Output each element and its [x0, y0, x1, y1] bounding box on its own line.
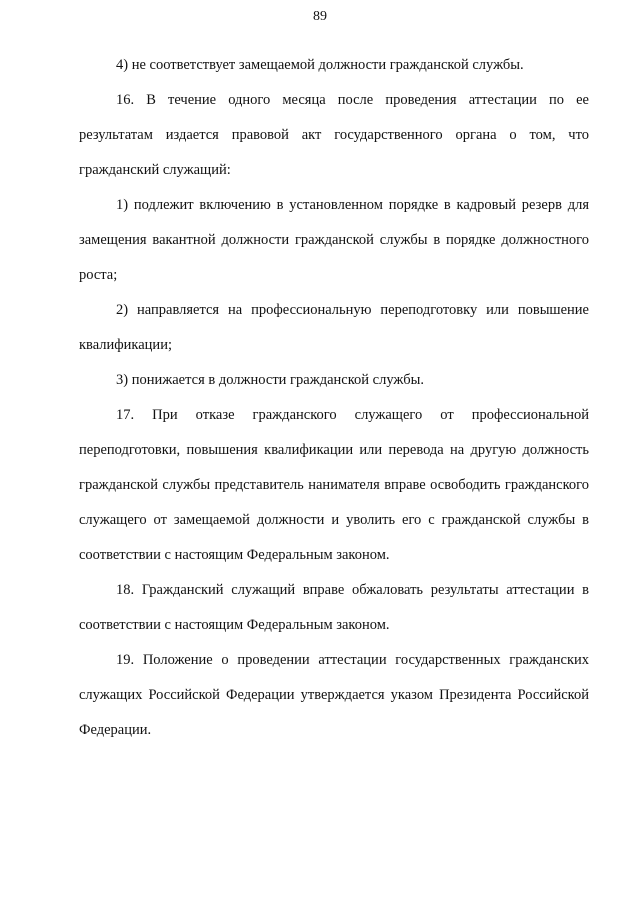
- page-number: 89: [313, 9, 327, 24]
- paragraph-19: 19. Положение о проведении аттестации государственных гражданских служащих Российской Федерации утверждается указом Президента Российской Федерации.: [79, 652, 589, 738]
- paragraph-item-3: 3) понижается в должности гражданской службы.: [116, 372, 424, 388]
- paragraph-item-1: 1) подлежит включению в установленном порядке в кадровый резерв для замещения вакантной должности гражданской службы в порядке должностного роста;: [79, 197, 589, 283]
- paragraph-18: 18. Гражданский служащий вправе обжаловать результаты аттестации в соответствии с настоящим Федеральным законом.: [79, 582, 589, 633]
- paragraph-17: 17. При отказе гражданского служащего от профессиональной переподготовки, повышения квалификации или перевода на другую должность гражданской службы представитель нанимателя вправе освободить гражданского служащего от замещаемой должности и уволить его с гражданской службы в соответствии с настоящим Федеральным законом.: [79, 407, 589, 563]
- paragraph-16: 16. В течение одного месяца после проведения аттестации по ее результатам издается правовой акт государственного органа о том, что гражданский служащий:: [79, 92, 589, 178]
- document-body: [79, 48, 589, 748]
- paragraph-item-2: 2) направляется на профессиональную переподготовку или повышение квалификации;: [79, 302, 589, 353]
- paragraph-item-4: 4) не соответствует замещаемой должности гражданской службы.: [116, 57, 524, 73]
